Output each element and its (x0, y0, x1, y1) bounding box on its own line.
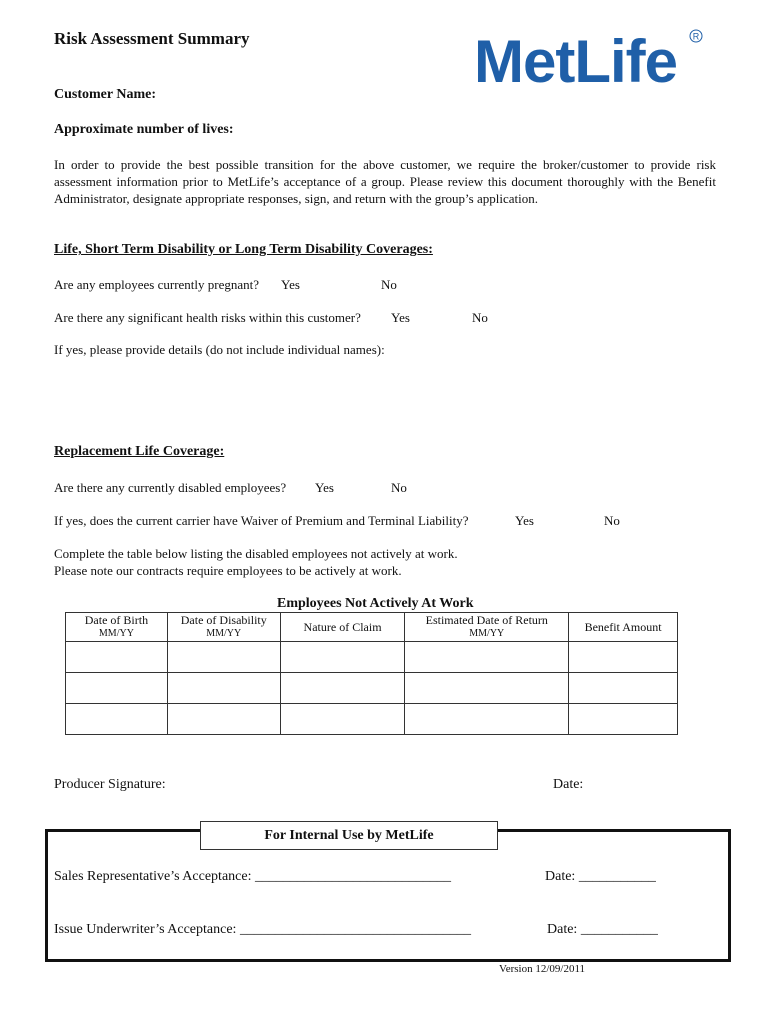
table-cell[interactable] (569, 673, 678, 704)
waiver-no-option[interactable]: No (604, 513, 620, 528)
producer-signature-label: Producer Signature: (54, 777, 166, 792)
col-nature-of-claim: Nature of Claim (280, 613, 405, 642)
col-benefit-amount: Benefit Amount (569, 613, 678, 642)
pregnant-yes-option[interactable]: Yes (281, 277, 300, 292)
signature-date-label: Date: (553, 777, 584, 792)
sales-rep-date-line[interactable]: Date: ___________ (545, 869, 656, 884)
table-cell[interactable] (405, 642, 569, 673)
health-risk-no-option[interactable]: No (472, 310, 488, 325)
col-date-of-disability: Date of Disability MM/YY (167, 613, 280, 642)
table-cell[interactable] (280, 642, 405, 673)
disabled-yes-option[interactable]: Yes (315, 480, 334, 495)
table-cell[interactable] (405, 673, 569, 704)
health-risk-yes-option[interactable]: Yes (391, 310, 410, 325)
logo-text: MetLife (474, 28, 677, 88)
waiver-question: If yes, does the current carrier have Waiver of Premium and Terminal Liability? (54, 513, 469, 528)
table-cell[interactable] (66, 673, 168, 704)
table-instruction: Complete the table below listing the disabled employees not actively at work. (54, 546, 458, 561)
page-title: Risk Assessment Summary (54, 29, 250, 48)
intro-paragraph: In order to provide the best possible transition for the above customer, we require the broker/customer to provide risk assessment information prior to MetLife’s acceptance of a group. Please review this document thoroughly with the Benefit Administrator, designate appropriate responses, sign, and return with the group’s application. (54, 157, 716, 206)
table-row (66, 673, 678, 704)
disabled-question: Are there any currently disabled employees? (54, 480, 287, 495)
disabled-no-option[interactable]: No (391, 480, 407, 495)
health-risk-question: Are there any significant health risks within this customer? (54, 310, 361, 325)
table-cell[interactable] (167, 642, 280, 673)
table-cell[interactable] (66, 642, 168, 673)
pregnant-question: Are any employees currently pregnant? (54, 277, 260, 292)
registered-mark: R (692, 31, 700, 42)
table-cell[interactable] (405, 704, 569, 735)
internal-use-label: For Internal Use by MetLife (200, 821, 498, 850)
table-header-row (66, 613, 678, 642)
table-cell[interactable] (167, 673, 280, 704)
table-row (66, 704, 678, 735)
table-cell[interactable] (66, 704, 168, 735)
version-label: Version 12/09/2011 (499, 963, 586, 975)
lives-label: Approximate number of lives: (54, 122, 234, 137)
table-cell[interactable] (280, 704, 405, 735)
active-work-note: Please note our contracts require employees to be actively at work. (54, 563, 402, 578)
metlife-logo (474, 26, 706, 88)
underwriter-acceptance-line[interactable]: Issue Underwriter’s Acceptance: _________________________________ (54, 922, 471, 937)
table-cell[interactable] (569, 704, 678, 735)
table-cell[interactable] (280, 673, 405, 704)
sales-rep-acceptance-line[interactable]: Sales Representative’s Acceptance: ____________________________ (54, 869, 451, 884)
underwriter-date-line[interactable]: Date: ___________ (547, 922, 658, 937)
waiver-yes-option[interactable]: Yes (515, 513, 534, 528)
customer-name-label: Customer Name: (54, 87, 156, 102)
table-row (66, 642, 678, 673)
table-cell[interactable] (569, 642, 678, 673)
col-estimated-return: Estimated Date of Return MM/YY (405, 613, 569, 642)
col-date-of-birth: Date of Birth MM/YY (66, 613, 168, 642)
replacement-heading: Replacement Life Coverage: (54, 444, 225, 459)
details-prompt: If yes, please provide details (do not include individual names): (54, 342, 385, 357)
employees-table (65, 612, 678, 735)
table-cell[interactable] (167, 704, 280, 735)
pregnant-no-option[interactable]: No (381, 277, 397, 292)
life-section-heading: Life, Short Term Disability or Long Term Disability Coverages: (54, 242, 433, 257)
table-title: Employees Not Actively At Work (277, 596, 474, 611)
